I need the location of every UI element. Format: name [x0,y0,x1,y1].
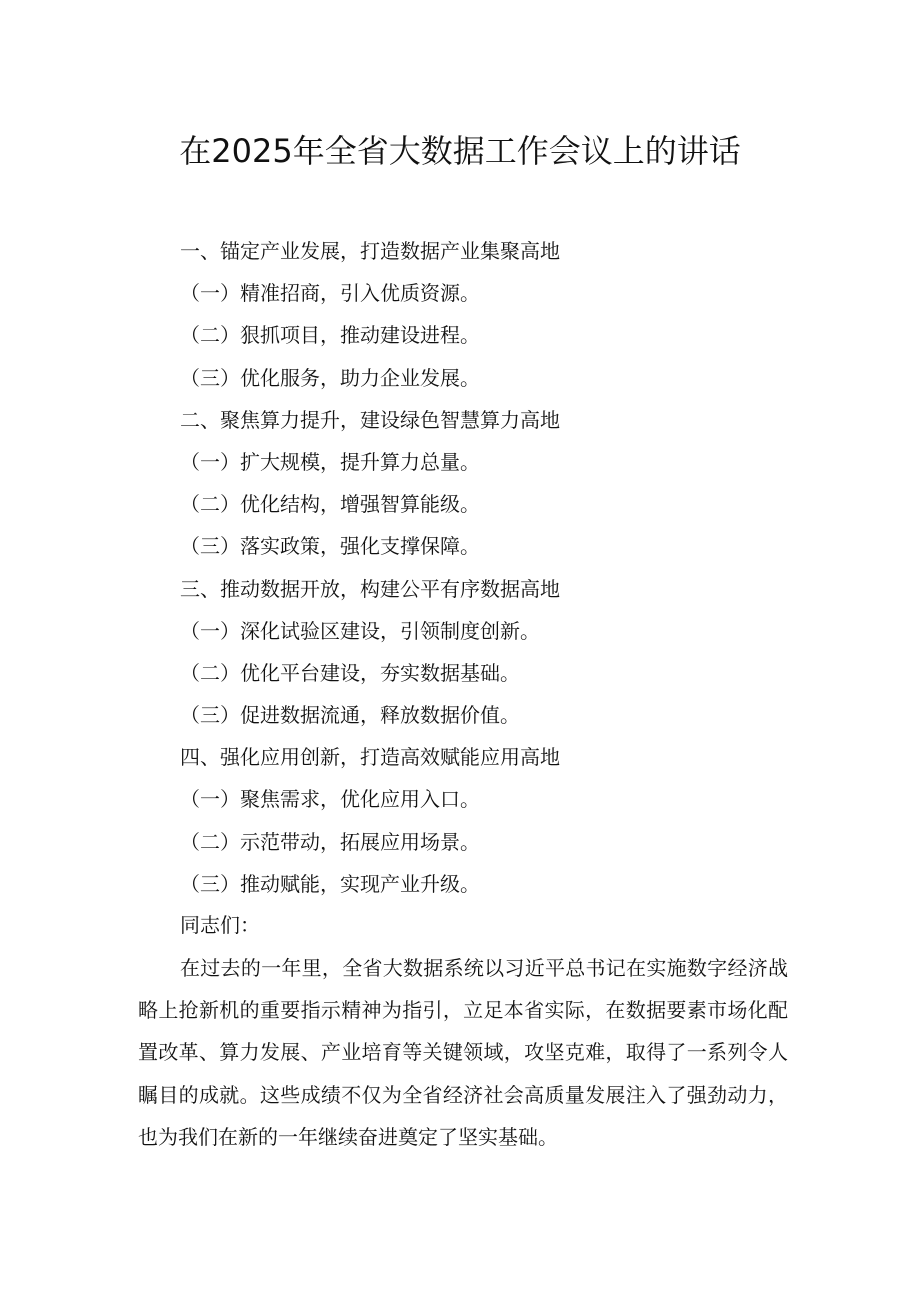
outline-heading-2: 二、聚焦算力提升，建设绿色智慧算力高地 [180,407,560,432]
outline-item-1-2: （二）狠抓项目，推动建设进程。 [180,323,480,348]
outline-item-2-3: （三）落实政策，强化支撑保障。 [180,534,480,559]
outline-item-4-2: （二）示范带动，拓展应用场景。 [180,829,480,854]
speech-outline [180,230,800,905]
outline-item-3-2: （二）优化平台建设，夯实数据基础。 [180,660,520,685]
outline-item-3-3: （三）促进数据流通，释放数据价值。 [180,703,520,728]
document-title: 在2025年全省大数据工作会议上的讲话 [179,132,741,171]
outline-heading-4: 四、强化应用创新，打造高效赋能应用高地 [180,745,560,770]
outline-item-4-1: （一）聚焦需求，优化应用入口。 [180,787,480,812]
outline-heading-3: 三、推动数据开放，构建公平有序数据高地 [180,576,560,601]
outline-heading-1: 一、锚定产业发展，打造数据产业集聚高地 [180,239,560,263]
salutation: 同志们： [180,913,260,937]
outline-item-1-3: （三）优化服务，助力企业发展。 [180,365,480,390]
outline-item-4-3: （三）推动赋能，实现产业升级。 [180,871,480,896]
outline-item-2-1: （一）扩大规模，提升算力总量。 [180,449,480,474]
outline-item-3-1: （一）深化试验区建设，引领制度创新。 [180,618,540,643]
outline-item-1-1: （一）精准招商，引入优质资源。 [180,281,480,306]
outline-item-2-2: （二）优化结构，增强智算能级。 [180,492,480,517]
body-paragraph: 在过去的一年里，全省大数据系统以习近平总书记在实施数字经济战略上抢新机的重要指示精神为指引，立足本省实际，在数据要素市场化配置改革、算力发展、产业培育等关键领域，攻坚克难，取得了一系列令人瞩目的成就。这些成绩不仅为全省经济社会高质量发展注入了强劲动力，也为我们在新的一年继续奋进奠定了坚实基础。 [138,956,788,1149]
